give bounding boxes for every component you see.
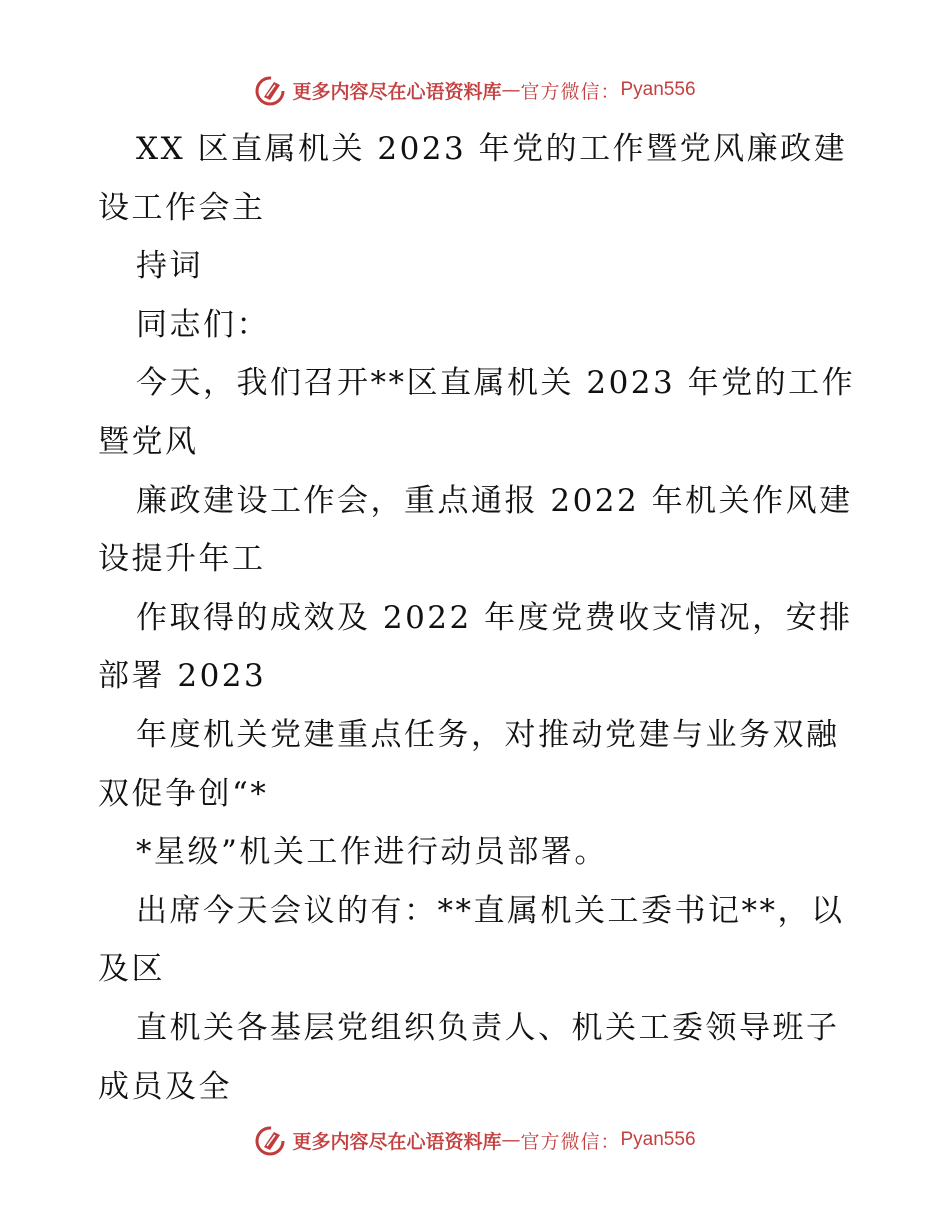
doc-line: 及区 [98,951,165,988]
doc-line: 部署 2023 [98,658,267,695]
doc-line: 同志们： [136,306,270,343]
doc-line: 设工作会主 [98,189,266,226]
doc-line: 设提升年工 [98,541,266,578]
banner-wechat-label: 官方微信： [520,1130,621,1153]
header-watermark-banner [0,70,950,110]
doc-line: 成员及全 [98,1068,232,1105]
doc-line: 持词 [136,248,203,285]
pen-nib-circle-icon [254,1123,288,1157]
doc-line: 今天，我们召开**区直属机关 2023 年党的工作 [136,365,856,402]
doc-line: 直机关各基层党组织负责人、机关工委领导班子 [136,1009,840,1046]
doc-line: 双促争创“* [98,775,269,812]
doc-line: XX 区直属机关 2023 年党的工作暨党风廉政建 [136,131,848,167]
banner-brand-text: 更多内容尽在心语资料库 [292,1130,502,1153]
document-body [98,120,858,1116]
pen-nib-circle-icon [254,73,288,107]
doc-line: 暨党风 [98,423,199,460]
banner-account-id: Pyan556 [620,1129,696,1150]
doc-line: 廉政建设工作会，重点通报 2022 年机关作风建 [136,482,853,519]
doc-line: 作取得的成效及 2022 年度党费收支情况，安排 [136,599,853,636]
doc-line: 年度机关党建重点任务，对推动党建与业务双融 [136,716,840,753]
banner-dash: — [501,1129,521,1151]
banner-brand-text: 更多内容尽在心语资料库 [292,80,502,103]
banner-account-id: Pyan556 [620,79,696,100]
footer-watermark-banner [0,1120,950,1160]
banner-dash: — [501,79,521,101]
banner-wechat-label: 官方微信： [520,80,621,103]
doc-line: *星级”机关工作进行动员部署。 [136,834,608,871]
doc-line: 出席今天会议的有：**直属机关工委书记**，以 [136,892,845,929]
